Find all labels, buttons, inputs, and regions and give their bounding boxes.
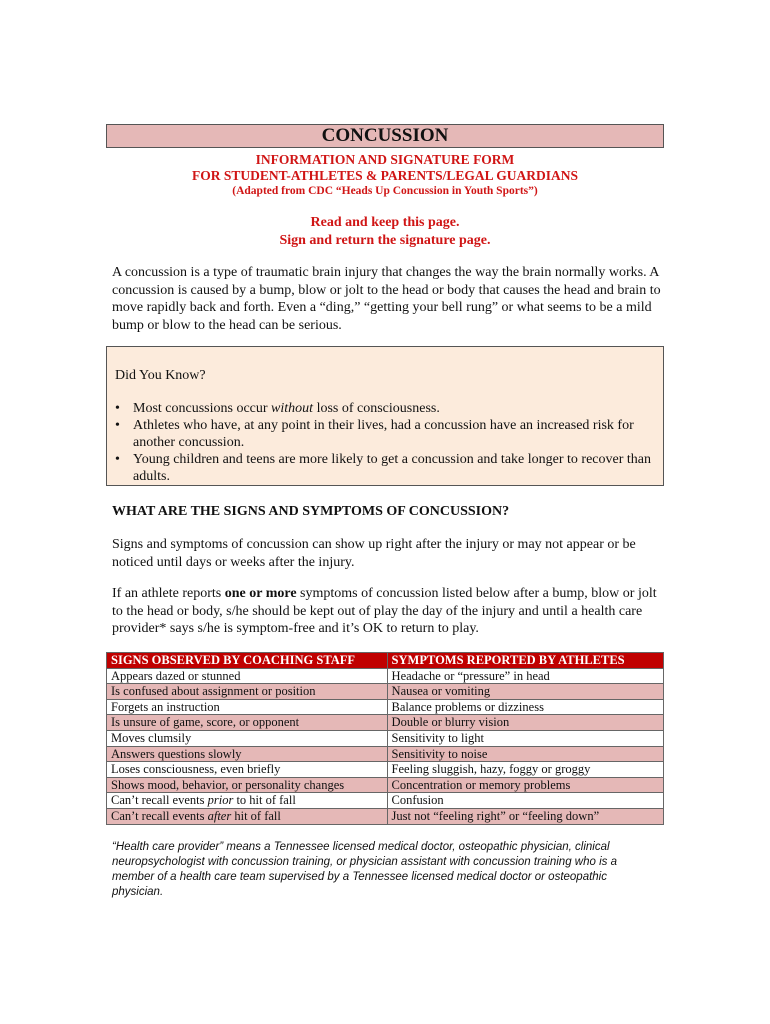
table-row — [107, 808, 664, 824]
table-cell: Confusion — [387, 793, 663, 809]
subtitle-source: (Adapted from CDC “Heads Up Concussion in Youth Sports”) — [232, 185, 538, 197]
list-item-text: Young children and teens are more likely to get a concussion and take longer to recover than adults. — [133, 452, 651, 484]
list-item — [115, 451, 655, 485]
table-cell-emphasis: after — [207, 808, 232, 823]
table-cell: Answers questions slowly — [107, 746, 388, 762]
section-heading: WHAT ARE THE SIGNS AND SYMPTOMS OF CONCUSSION? — [112, 504, 510, 519]
table-cell: Concentration or memory problems — [387, 777, 663, 793]
list-item-text-part: Most concussions occur — [133, 401, 272, 416]
intro-paragraph: A concussion is a type of traumatic brain injury that changes the way the brain normally works. A concussion is caused by a bump, blow or jolt to the head or body that causes the head and brain to move rapidly back and forth. Even a “ding,” “getting your bell rung” or what seems to be a mild bump or blow to the head can be serious. — [112, 265, 661, 333]
table-cell: Shows mood, behavior, or personality changes — [107, 777, 388, 793]
list-item-text: Athletes who have, at any point in their lives, had a concussion have an increased risk for another concussion. — [133, 418, 634, 450]
table-row — [107, 730, 664, 746]
table-cell: Sensitivity to light — [387, 730, 663, 746]
title-box — [106, 124, 664, 148]
table-row — [107, 777, 664, 793]
did-you-know-list — [115, 400, 655, 485]
table-header-row — [107, 653, 664, 669]
table-cell: Forgets an instruction — [107, 699, 388, 715]
table-row — [107, 668, 664, 684]
list-item-emphasis: without — [271, 401, 314, 416]
table-cell: Headache or “pressure” in head — [387, 668, 663, 684]
subtitle-form: INFORMATION AND SIGNATURE FORM — [255, 152, 515, 167]
table-row — [107, 793, 664, 809]
return-to-play-paragraph — [112, 585, 664, 638]
table-cell: Sensitivity to noise — [387, 746, 663, 762]
table-cell-text: hit of fall — [231, 808, 281, 823]
table-cell: Appears dazed or stunned — [107, 668, 388, 684]
table-cell-text: Can’t recall events — [111, 808, 208, 823]
instruction-sign: Sign and return the signature page. — [279, 233, 491, 248]
table-cell: Is unsure of game, score, or opponent — [107, 715, 388, 731]
table-cell: Moves clumsily — [107, 730, 388, 746]
timing-paragraph: Signs and symptoms of concussion can show up right after the injury or may not appear or be noticed until days or weeks after the injury. — [112, 537, 636, 570]
list-item-text-part: loss of consciousness. — [313, 401, 440, 416]
column-header-signs: SIGNS OBSERVED BY COACHING STAFF — [107, 653, 388, 669]
list-item — [115, 400, 655, 417]
table-cell: Just not “feeling right” or “feeling down” — [387, 808, 663, 824]
paragraph-text-part: symptoms of concussion listed below after a bump, blow or jolt to the head or body, s/he should be kept out of play the day of the injury and until a health care provider* says s/he is symptom-free and it’s OK to return to play. — [112, 586, 657, 636]
table-cell — [107, 793, 388, 809]
column-header-symptoms: SYMPTOMS REPORTED BY ATHLETES — [387, 653, 663, 669]
table-cell: Double or blurry vision — [387, 715, 663, 731]
table-row — [107, 746, 664, 762]
list-item — [115, 417, 655, 451]
paragraph-bold: one or more — [224, 586, 297, 601]
subtitle-audience: FOR STUDENT-ATHLETES & PARENTS/LEGAL GUARDIANS — [191, 168, 579, 183]
table-row — [107, 762, 664, 778]
did-you-know-box — [106, 346, 664, 486]
table-cell-text: Can’t recall events — [111, 793, 208, 808]
footnote: “Health care provider” means a Tennessee licensed medical doctor, osteopathic physician, clinical neuropsychologist with concussion training, or physician assistant with concussion training who is a member of a health care team supervised by a Tennessee licensed medical doctor or osteopathic physician. — [112, 841, 617, 898]
table-cell — [107, 808, 388, 824]
table-cell-text: to hit of fall — [233, 793, 296, 808]
bullet-icon: • — [115, 452, 120, 467]
page-title: CONCUSSION — [321, 125, 449, 146]
table-cell: Nausea or vomiting — [387, 684, 663, 700]
table-cell-emphasis: prior — [207, 793, 234, 808]
table-cell: Loses consciousness, even briefly — [107, 762, 388, 778]
did-you-know-title: Did You Know? — [115, 368, 206, 383]
table-row — [107, 684, 664, 700]
instruction-read: Read and keep this page. — [310, 215, 460, 230]
table-cell: Is confused about assignment or position — [107, 684, 388, 700]
bullet-icon: • — [115, 401, 120, 416]
table-cell: Balance problems or dizziness — [387, 699, 663, 715]
table-cell: Feeling sluggish, hazy, foggy or groggy — [387, 762, 663, 778]
bullet-icon: • — [115, 418, 120, 433]
signs-symptoms-table — [106, 652, 664, 825]
table-row — [107, 699, 664, 715]
table-row — [107, 715, 664, 731]
list-item-text — [133, 401, 440, 416]
paragraph-text-part: If an athlete reports — [112, 586, 225, 601]
